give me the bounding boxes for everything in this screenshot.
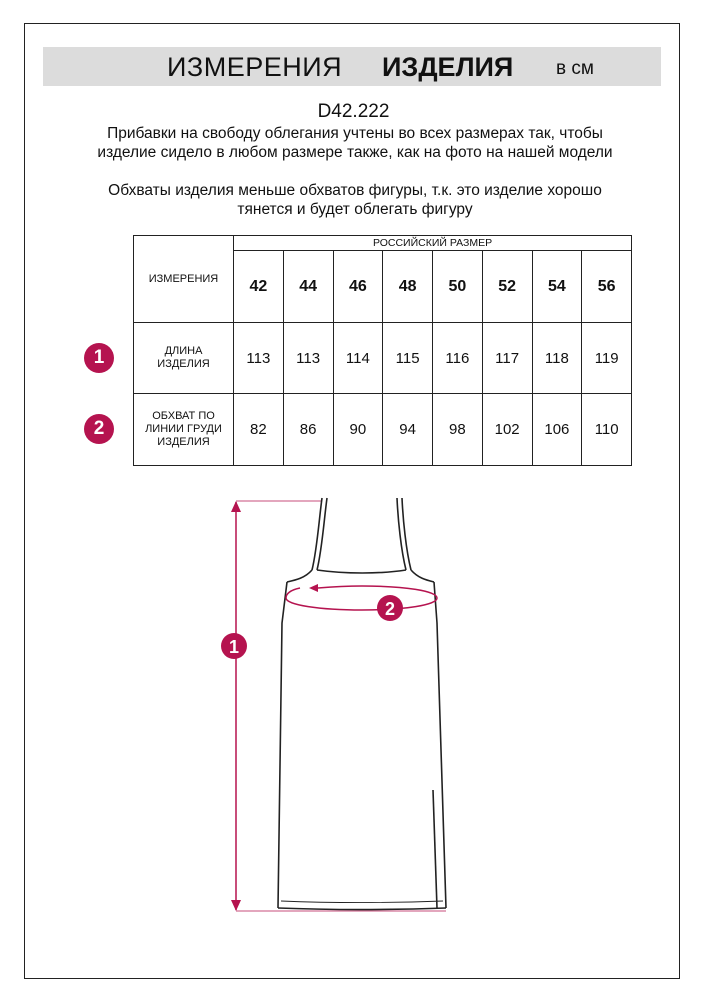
chest-value: 94 (383, 394, 433, 466)
size-table (133, 235, 632, 466)
label-line: ИЗДЕЛИЯ (157, 358, 210, 370)
size-header: 56 (582, 251, 632, 323)
dress-technical-drawing (0, 480, 707, 930)
length-value: 114 (333, 323, 383, 394)
row-label-chest (134, 394, 234, 466)
chest-value: 98 (433, 394, 483, 466)
chest-value: 110 (582, 394, 632, 466)
diagram-chest-badge-text: 2 (384, 599, 396, 619)
size-header: 54 (532, 251, 582, 323)
note-fit-allowance: Прибавки на свободу облегания учтены во всех размерах так, чтобы изделие сидело в любом размере также, как на фото на нашей модели (97, 125, 613, 161)
chest-badge: 2 (84, 414, 114, 444)
size-header: 52 (482, 251, 532, 323)
length-value: 115 (383, 323, 433, 394)
length-badge: 1 (84, 343, 114, 373)
size-header: 44 (283, 251, 333, 323)
length-value: 118 (532, 323, 582, 394)
note-stretch: Обхваты изделия меньше обхватов фигуры, т.к. это изделие хорошо тянется и будет облегать фигуру (108, 182, 602, 218)
chest-value: 86 (283, 394, 333, 466)
measurements-header: ИЗМЕРЕНИЯ (134, 236, 234, 323)
length-value: 117 (482, 323, 532, 394)
size-header: 42 (234, 251, 284, 323)
size-group-header: РОССИЙСКИЙ РАЗМЕР (234, 236, 632, 251)
diagram-length-badge (221, 633, 247, 659)
chest-value: 106 (532, 394, 582, 466)
chest-value: 102 (482, 394, 532, 466)
size-header: 48 (383, 251, 433, 323)
title-banner (43, 47, 661, 86)
size-header: 50 (433, 251, 483, 323)
chest-value: 90 (333, 394, 383, 466)
length-arrow (228, 501, 446, 911)
label-line: ДЛИНА (164, 345, 203, 357)
row-label-length (134, 323, 234, 394)
length-value: 116 (433, 323, 483, 394)
title-word-measurements: ИЗМЕРЕНИЯ (167, 52, 343, 82)
label-line: ЛИНИИ ГРУДИ (145, 423, 222, 435)
title-word-product: ИЗДЕЛИЯ (382, 52, 514, 82)
label-line: ИЗДЕЛИЯ (157, 436, 210, 448)
chest-measure-ellipse (286, 584, 437, 610)
diagram-length-badge-text: 1 (228, 637, 240, 657)
label-line: ОБХВАТ ПО (152, 410, 215, 422)
length-value: 113 (283, 323, 333, 394)
title-unit: в см (556, 58, 594, 79)
article-number: D42.222 (317, 101, 390, 122)
length-value: 119 (582, 323, 632, 394)
chest-value: 82 (234, 394, 284, 466)
diagram-chest-badge (377, 595, 403, 621)
length-value: 113 (234, 323, 284, 394)
dress-outline (278, 498, 446, 910)
size-header: 46 (333, 251, 383, 323)
